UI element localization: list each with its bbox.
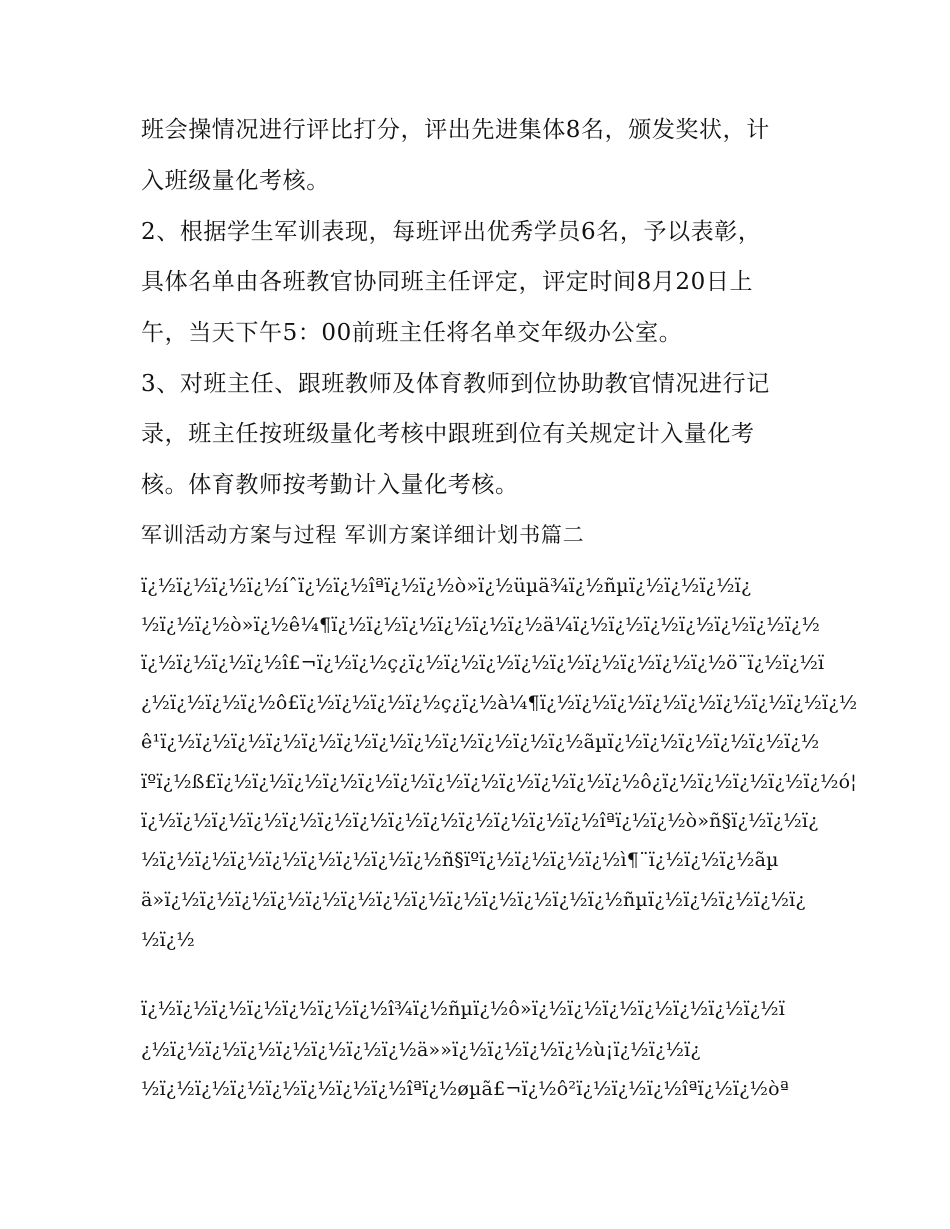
garbled-line: ½ï¿½ï¿½ï¿½ï¿½ï¿½ï¿½ï¿½îªï¿½øµã£¬ï¿½ô²ï¿½ï¿½ï¿½îªï¿½ï¿½òª bbox=[141, 1078, 789, 1100]
garbled-line: ïºï¿½ß£ï¿½ï¿½ï¿½ï¿½ï¿½ï¿½ï¿½ï¿½ï¿½ï¿½ï¿½ï¿½ô¿ï¿½ï¿½ï¿½ï¿½ï¿½ó¦ bbox=[141, 771, 857, 793]
garbled-line: ï¿½ï¿½ï¿½ï¿½íˆï¿½ï¿½îªï¿½ï¿½ò»ï¿½üµä¾ï¿½ñµï¿½ï¿½ï¿½ï¿ bbox=[141, 575, 752, 597]
section-title: 军训活动方案与过程 军训方案详细计划书篇二 bbox=[141, 523, 585, 547]
garbled-line: ä»ï¿½ï¿½ï¿½ï¿½ï¿½ï¿½ï¿½ï¿½ï¿½ï¿½ï¿½ï¿½ï¿½ñµï¿½ï¿½ï¿½ï¿½ï¿ bbox=[141, 889, 806, 911]
garbled-line: ½ï¿½ï¿½ò»ï¿½ê¼¶ï¿½ï¿½ï¿½ï¿½ï¿½ï¿½ä¼ï¿½ï¿½ï¿½ï¿½ï¿½ï¿½ï¿½ bbox=[141, 614, 821, 636]
garbled-line: ï¿½ï¿½ï¿½ï¿½ï¿½ï¿½ï¿½ï¿½ï¿½ï¿½ï¿½ï¿½ï¿½îªï¿½ï¿½ò»ñ§ï¿½ï¿½ï¿ bbox=[141, 810, 819, 832]
garbled-line: ï¿½ï¿½ï¿½ï¿½ï¿½ï¿½ï¿½î¾ï¿½ñµï¿½ô»ï¿½ï¿½ï¿½ï¿½ï¿½ï¿½ï¿½ï bbox=[141, 998, 786, 1020]
body-line: 入班级量化考核。 bbox=[141, 168, 330, 194]
body-line: 具体名单由各班教官协同班主任评定，评定时间8月20日上 bbox=[141, 269, 754, 295]
garbled-line: ½ï¿½ bbox=[141, 929, 195, 951]
garbled-line: ê¹ï¿½ï¿½ï¿½ï¿½ï¿½ï¿½ï¿½ï¿½ï¿½ï¿½ï¿½ï¿½ãµï¿½ï¿½ï¿½ï¿½ï¿½ï¿½ bbox=[141, 731, 820, 753]
body-line: 核。体育教师按考勤计入量化考核。 bbox=[141, 472, 519, 498]
garbled-line: ½ï¿½ï¿½ï¿½ï¿½ï¿½ï¿½ï¿½ï¿½ñ§ïºï¿½ï¿½ï¿½ï¿½ì¶¨ï¿½ï¿½ï¿½ãµ bbox=[141, 849, 779, 871]
body-line: 2、根据学生军训表现，每班评出优秀学员6名，予以表彰， bbox=[141, 219, 762, 245]
garbled-line: ï¿½ï¿½ï¿½ï¿½î£¬ï¿½ï¿½ç¿ï¿½ï¿½ï¿½ï¿½ï¿½ï¿½ï¿½ï¿½ï¿½ö¨ï¿½ï¿½ï bbox=[141, 652, 825, 674]
body-line: 录，班主任按班级量化考核中跟班到位有关规定计入量化考 bbox=[141, 421, 755, 447]
body-line: 午，当天下午5：00前班主任将名单交年级办公室。 bbox=[141, 320, 683, 346]
garbled-line: ¿½ï¿½ï¿½ï¿½ô£ï¿½ï¿½ï¿½ï¿½ç¿ï¿½à¼¶ï¿½ï¿½ï¿½ï¿½ï¿½ï¿½ï¿½ï¿½ï¿½ bbox=[141, 692, 858, 714]
body-line: 班会操情况进行评比打分，评出先进集体8名，颁发奖状，计 bbox=[141, 117, 770, 143]
body-line: 3、对班主任、跟班教师及体育教师到位协助教官情况进行记 bbox=[141, 371, 770, 397]
garbled-line: ¿½ï¿½ï¿½ï¿½ï¿½ï¿½ï¿½ï¿½ä»»ï¿½ï¿½ï¿½ï¿½ù¡ï¿½ï¿½ï¿ bbox=[141, 1039, 701, 1061]
